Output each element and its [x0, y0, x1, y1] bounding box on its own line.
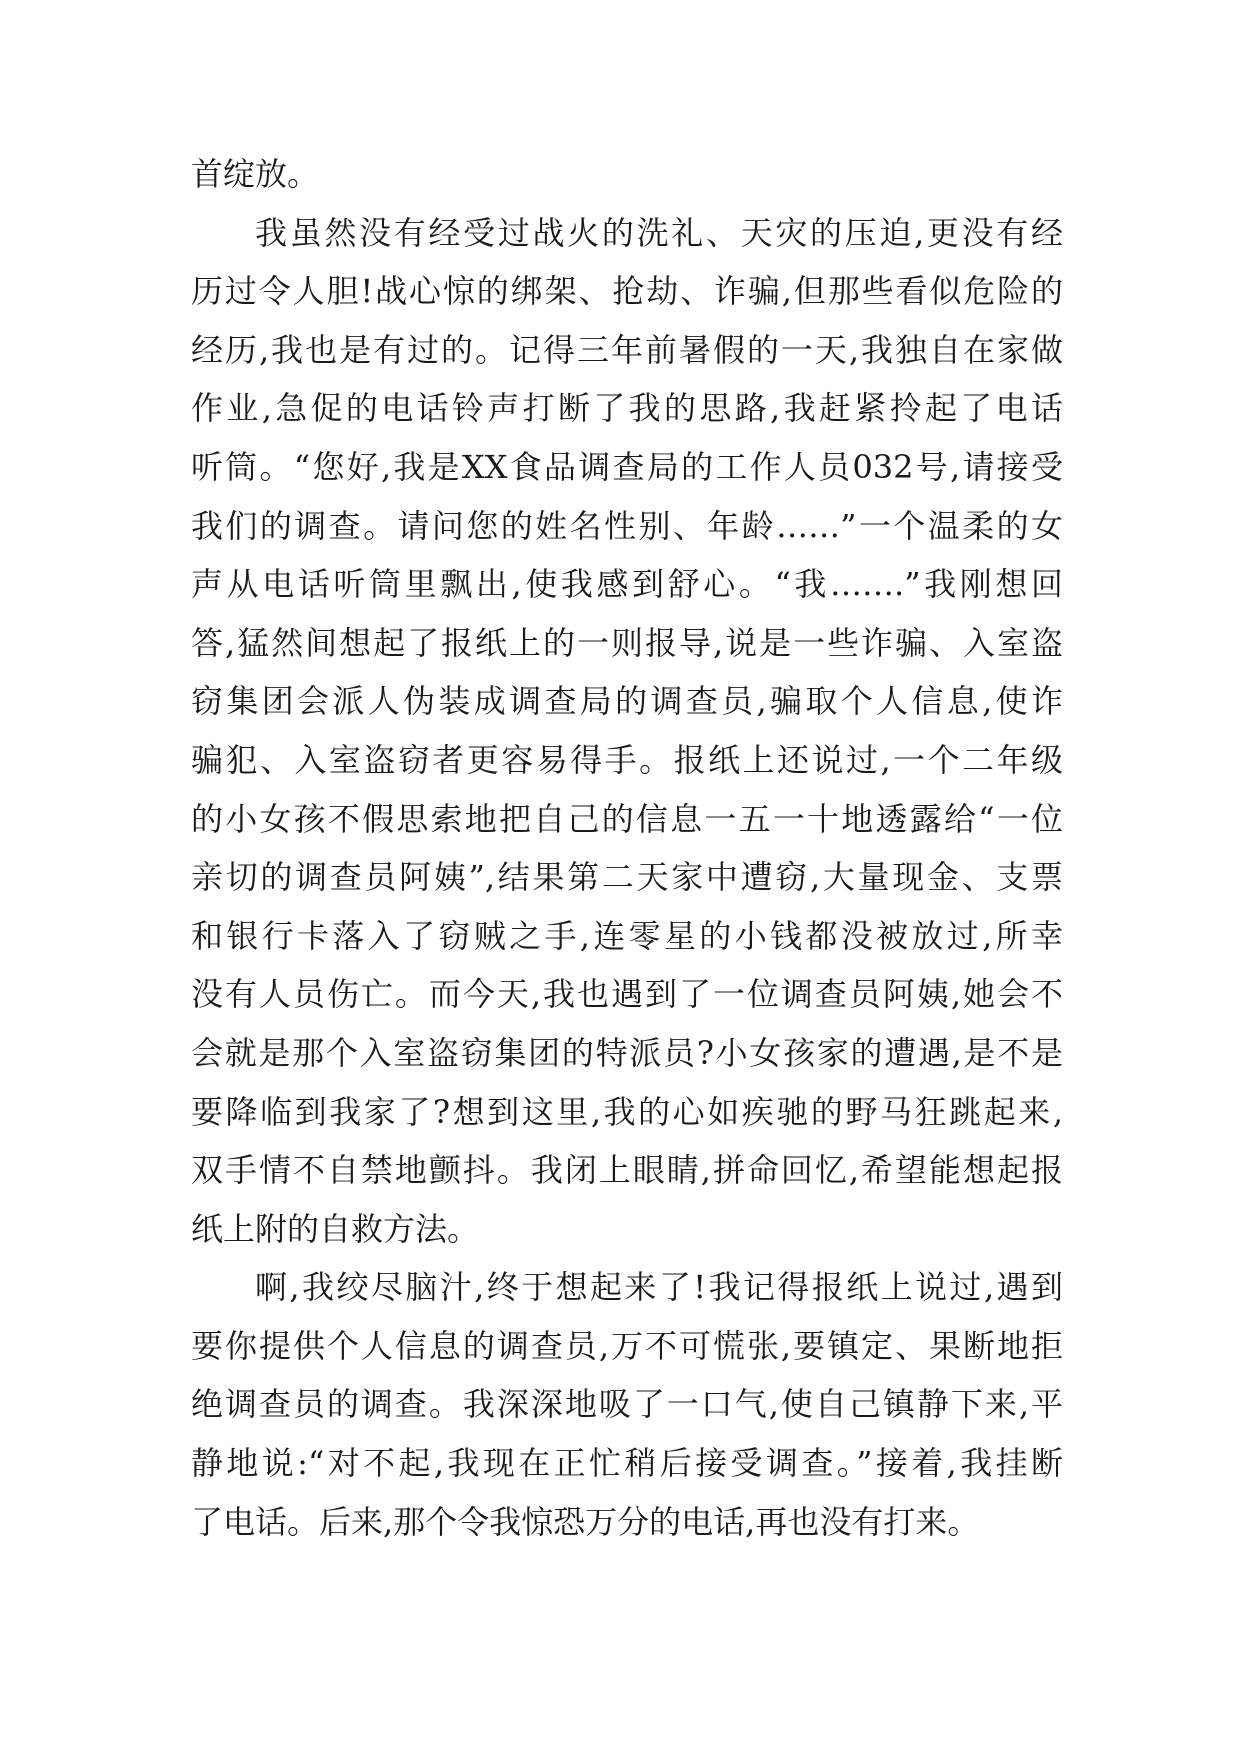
text-line: 绝调查员的调查。我深深地吸了一口气,使自己镇静下来,平 [191, 1385, 1063, 1424]
text-line: 答,猛然间想起了报纸上的一则报导,说是一些诈骗、入室盗 [191, 623, 1063, 662]
text-line: 静地说:“对不起,我现在正忙稍后接受调查。”接着,我挂断 [191, 1444, 1063, 1483]
text-line: 作业,急促的电话铃声打断了我的思路,我赶紧拎起了电话 [191, 389, 1063, 428]
text-line: 要降临到我家了?想到这里,我的心如疾驰的野马狂跳起来, [191, 1092, 1063, 1131]
text-line: 要你提供个人信息的调查员,万不可慌张,要镇定、果断地拒 [191, 1326, 1063, 1365]
text-line: 的小女孩不假思索地把自己的信息一五一十地透露给“一位 [191, 799, 1063, 838]
text-line: 经历,我也是有过的。记得三年前暑假的一天,我独自在家做 [191, 330, 1063, 369]
essay-body [191, 145, 1063, 1551]
text-line: 亲切的调查员阿姨”,结果第二天家中遭窃,大量现金、支票 [191, 858, 1063, 897]
text-line: 会就是那个入室盗窃集团的特派员?小女孩家的遭遇,是不是 [191, 1033, 1063, 1072]
text-line: 没有人员伤亡。而今天,我也遇到了一位调查员阿姨,她会不 [191, 975, 1063, 1014]
text-line: 我们的调查。请问您的姓名性别、年龄……”一个温柔的女 [191, 506, 1063, 545]
text-line: 首绽放。 [191, 155, 320, 193]
text-line: 窃集团会派人伪装成调查局的调查员,骗取个人信息,使诈 [191, 682, 1063, 721]
text-line: 啊,我绞尽脑汁,终于想起来了!我记得报纸上说过,遇到 [255, 1268, 1063, 1307]
text-line: 纸上附的自救方法。 [191, 1209, 480, 1248]
text-line: 双手情不自禁地颤抖。我闭上眼睛,拼命回忆,希望能想起报 [191, 1151, 1063, 1190]
text-line: 我虽然没有经受过战火的洗礼、天灾的压迫,更没有经 [255, 213, 1063, 252]
text-line: 历过令人胆!战心惊的绑架、抢劫、诈骗,但那些看似危险的 [191, 272, 1063, 311]
text-line: 和银行卡落入了窃贼之手,连零星的小钱都没被放过,所幸 [191, 916, 1063, 955]
text-line: 骗犯、入室盗窃者更容易得手。报纸上还说过,一个二年级 [191, 740, 1063, 779]
text-line: 听筒。“您好,我是XX食品调查局的工作人员032号,请接受 [191, 447, 1063, 486]
text-line: 了电话。后来,那个令我惊恐万分的电话,再也没有打来。 [191, 1502, 980, 1541]
text-line: 声从电话听筒里飘出,使我感到舒心。“我…….”我刚想回 [191, 565, 1063, 604]
